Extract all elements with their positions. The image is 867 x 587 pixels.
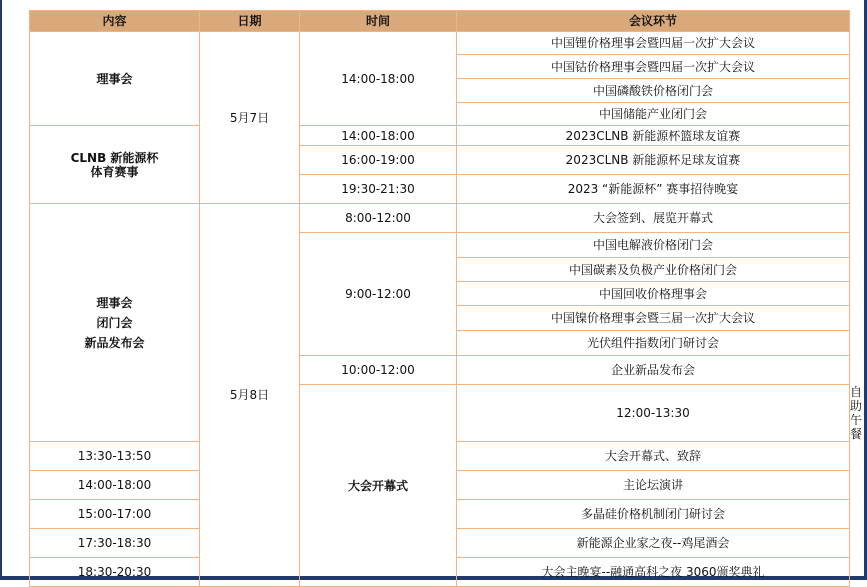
schedule-table (29, 10, 863, 587)
time-cell: 14:00-18:00 (300, 32, 457, 126)
session-cell: 2023CLNB 新能源杯篮球友谊赛 (457, 126, 850, 146)
window-frame-left (0, 0, 2, 580)
session-cell: 中国回收价格理事会 (457, 282, 850, 306)
session-cell: 中国磷酸铁价格闭门会 (457, 79, 850, 103)
header-content: 内容 (30, 11, 200, 32)
session-cell: 中国锂价格理事会暨四届一次扩大会议 (457, 32, 850, 55)
header-time: 时间 (300, 11, 457, 32)
session-cell: 新能源企业家之夜--鸡尾酒会 (457, 529, 850, 558)
header-session: 会议环节 (457, 11, 850, 32)
group-opening-ceremony: 大会开幕式 (300, 385, 457, 587)
session-cell: 企业新品发布会 (457, 356, 850, 385)
session-cell: 大会签到、展览开幕式 (457, 204, 850, 233)
session-cell: 2023CLNB 新能源杯足球友谊赛 (457, 146, 850, 175)
session-cell: 中国镍价格理事会暨三届一次扩大会议 (457, 306, 850, 331)
session-cell: 中国电解液价格闭门会 (457, 233, 850, 258)
group-meetings-launch (30, 204, 200, 442)
time-cell: 16:00-19:00 (300, 146, 457, 175)
header-date: 日期 (200, 11, 300, 32)
group-board-meeting: 理事会 (30, 32, 200, 126)
date-may-7: 5月7日 (200, 32, 300, 204)
time-cell: 8:00-12:00 (300, 204, 457, 233)
date-may-8: 5月8日 (200, 204, 300, 587)
time-cell: 15:00-17:00 (30, 500, 200, 529)
table-header-row (30, 11, 850, 32)
group-sports-line2: 体育赛事 (90, 164, 139, 179)
table-row (30, 126, 850, 146)
group-meetings-line3: 新品发布会 (84, 335, 145, 350)
group-meetings-line1: 理事会 (96, 295, 133, 310)
time-cell: 9:00-12:00 (300, 233, 457, 356)
table-row (30, 204, 850, 233)
session-cell: 中国储能产业闭门会 (457, 103, 850, 126)
time-cell: 18:30-20:30 (30, 558, 200, 587)
time-cell: 12:00-13:30 (457, 385, 850, 442)
time-cell: 19:30-21:30 (300, 175, 457, 204)
group-sports-events (30, 126, 200, 204)
session-cell: 主论坛演讲 (457, 471, 850, 500)
session-cell: 中国钴价格理事会暨四届一次扩大会议 (457, 55, 850, 79)
time-cell: 10:00-12:00 (300, 356, 457, 385)
group-sports-line1: CLNB 新能源杯 (70, 150, 159, 165)
time-cell: 14:00-18:00 (30, 471, 200, 500)
session-cell: 2023 “新能源杯” 赛事招待晚宴 (457, 175, 850, 204)
time-cell: 17:30-18:30 (30, 529, 200, 558)
table-row: 大会开幕式 12:00-13:30 自助午餐 (30, 385, 850, 442)
time-cell: 14:00-18:00 (300, 126, 457, 146)
session-cell: 大会开幕式、致辞 (457, 442, 850, 471)
table-row (30, 32, 850, 55)
session-cell: 光伏组件指数闭门研讨会 (457, 331, 850, 356)
session-cell: 大会主晚宴--融通高科之夜 3060颁奖典礼 (457, 558, 850, 587)
group-meetings-line2: 闭门会 (96, 315, 133, 330)
session-cell: 中国碳素及负极产业价格闭门会 (457, 258, 850, 282)
time-cell: 13:30-13:50 (30, 442, 200, 471)
session-cell: 多晶硅价格机制闭门研讨会 (457, 500, 850, 529)
